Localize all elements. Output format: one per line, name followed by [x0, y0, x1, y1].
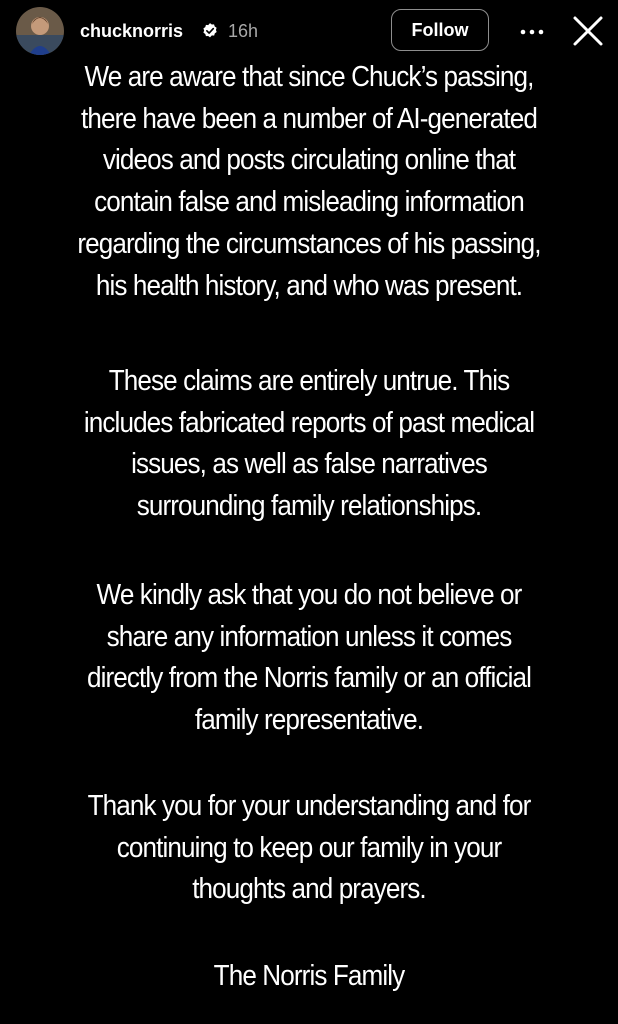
story-line: We are aware that since Chuck’s passing,	[84, 61, 534, 93]
story-line: The Norris Family	[213, 960, 405, 992]
verified-badge-icon	[201, 22, 219, 40]
close-icon[interactable]	[571, 14, 605, 48]
avatar-photo	[16, 7, 64, 55]
story-line: includes fabricated reports of past medical	[83, 406, 535, 439]
story-line: thoughts and prayers.	[192, 873, 426, 906]
story-paragraph-3	[49, 575, 569, 742]
username[interactable]: chucknorris	[80, 21, 184, 41]
story-line: contain false and misleading information	[94, 186, 524, 219]
story-line: there have been a number of AI-generated	[81, 102, 537, 135]
story-header	[0, 0, 618, 60]
story-paragraph-4	[49, 786, 569, 911]
story-line: These claims are entirely untrue. This	[108, 365, 510, 397]
story-line: directly from the Norris family or an official	[86, 662, 532, 695]
story-line: issues, as well as false narratives	[131, 448, 487, 481]
story-paragraph-1	[49, 57, 569, 307]
story-paragraph-2	[49, 361, 569, 528]
post-time: 16h	[228, 21, 259, 41]
story-line: We kindly ask that you do not believe or	[96, 579, 522, 611]
story-line: continuing to keep our family in your	[116, 831, 502, 864]
story-line: family representative.	[194, 704, 424, 737]
story-line: Thank you for your understanding and for	[87, 790, 531, 822]
story-signature	[49, 956, 569, 998]
story-line: share any information unless it comes	[106, 620, 512, 653]
story-line: regarding the circumstances of his passing,	[77, 227, 541, 260]
story-line: surrounding family relationships.	[136, 490, 482, 523]
follow-button[interactable]: Follow	[391, 9, 489, 51]
story-line: his health history, and who was present.	[95, 269, 523, 302]
story-line: videos and posts circulating online that	[102, 144, 516, 177]
more-options-icon[interactable]	[517, 20, 547, 44]
avatar[interactable]	[16, 7, 64, 55]
